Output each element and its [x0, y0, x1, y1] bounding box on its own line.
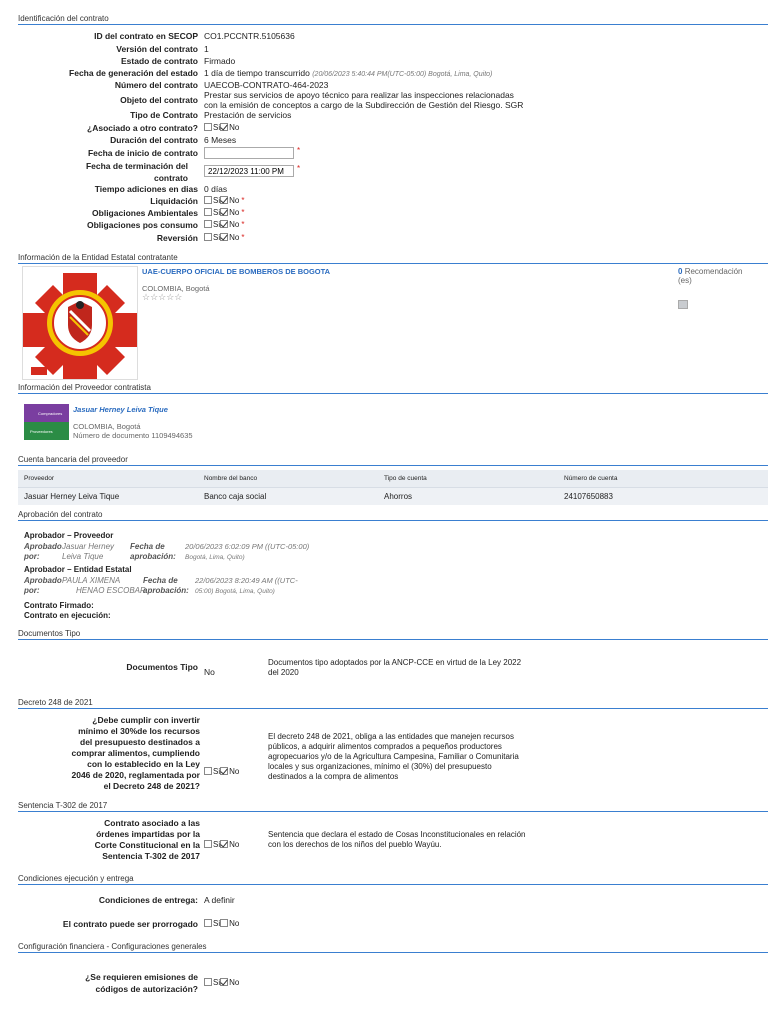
- reversion-toggle: [204, 233, 244, 242]
- prorrogado-si-checkbox[interactable]: [204, 919, 212, 927]
- id-value: CO1.PCCNTR.5105636: [204, 31, 295, 41]
- col-tipo: Tipo de cuenta: [378, 470, 558, 488]
- reversion-no-checkbox[interactable]: [220, 233, 228, 241]
- section-title: Información de la Entidad Estatal contratante: [18, 253, 768, 264]
- logo-bottom: Proveedores: [24, 422, 69, 440]
- aprobador-proveedor-title: Aprobador – Proveedor: [24, 531, 114, 540]
- emisiones-q1: ¿Se requieren emisiones de: [85, 972, 198, 982]
- liquidacion-toggle: [204, 196, 244, 205]
- sentencia-no-checkbox[interactable]: [220, 840, 228, 848]
- fecha-term-label-2: contrato: [154, 173, 188, 183]
- section-title: Aprobación del contrato: [18, 510, 768, 521]
- sentencia-q2: órdenes impartidas por la: [96, 829, 200, 839]
- recommend-icon[interactable]: [678, 300, 688, 309]
- ent-approver-name: [62, 576, 146, 596]
- aprobador-entidad-title: Aprobador – Entidad Estatal: [24, 565, 132, 574]
- emisiones-question: [20, 971, 198, 995]
- fecha-aprob-label: [143, 576, 189, 596]
- decreto-toggle: [204, 767, 239, 776]
- objeto-label: Objeto del contrato: [120, 95, 198, 105]
- entity-logo: [22, 266, 138, 380]
- emisiones-si-checkbox[interactable]: [204, 978, 212, 986]
- sentencia-note: Sentencia que declara el estado de Cosas Inconstitucionales en relación con los derechos de los niños del pueblo Wayúu.: [268, 830, 526, 849]
- si-label: Si: [213, 978, 221, 987]
- documentos-tipo-value: No: [204, 667, 215, 677]
- entity-location: COLOMBIA, Bogotá: [142, 284, 210, 293]
- id-label: ID del contrato en SECOP: [94, 31, 198, 41]
- version-label: Versión del contrato: [116, 44, 198, 54]
- si-label: Si: [213, 767, 221, 776]
- fecha-term-label: [20, 160, 188, 184]
- provider-location: COLOMBIA, Bogotá: [73, 422, 141, 431]
- no-label: No: [229, 220, 240, 229]
- si-label: Si: [213, 196, 221, 205]
- por-label: por:: [24, 586, 40, 595]
- section-title: Configuración financiera - Configuraciones generales: [18, 942, 768, 953]
- required-mark: *: [297, 146, 301, 155]
- recom-number[interactable]: 0: [678, 267, 683, 276]
- contrato-ejecucion-label: Contrato en ejecución:: [24, 611, 111, 620]
- por-label: por:: [24, 552, 40, 561]
- contrato-firmado-label: Contrato Firmado:: [24, 601, 94, 610]
- table-header-row: [18, 470, 768, 488]
- duracion-value: 6 Meses: [204, 135, 237, 145]
- fecha-de-label: Fecha de: [130, 542, 165, 551]
- liquidacion-si-checkbox[interactable]: [204, 196, 212, 204]
- aprobacion-label: aprobación:: [143, 586, 189, 595]
- reversion-label: Reversión: [156, 233, 198, 243]
- numero-value: UAECOB-CONTRATO-464-2023: [204, 80, 329, 90]
- si-label: Si: [213, 123, 221, 132]
- decreto-si-checkbox[interactable]: [204, 767, 212, 775]
- tiempo-value: 0 días: [204, 184, 228, 194]
- cell-proveedor: Jasuar Herney Leiva Tique: [18, 488, 198, 506]
- fecha-inicio-label: Fecha de inicio de contrato: [87, 148, 198, 158]
- fecha-gen-value: [204, 68, 492, 78]
- consumo-toggle: [204, 220, 244, 229]
- ambientales-toggle: [204, 208, 244, 217]
- entity-name-link[interactable]: UAE-CUERPO OFICIAL DE BOMBEROS DE BOGOTA: [142, 267, 331, 276]
- decreto-q3: del presupuesto destinados a: [80, 737, 200, 747]
- si-label: Si: [213, 208, 221, 217]
- sentencia-q1: Contrato asociado a las: [104, 818, 200, 828]
- decreto-q4: comprar alimentos, cumpliendo: [71, 748, 200, 758]
- prov-approver-name: [62, 542, 114, 562]
- section-documentos: [18, 629, 768, 640]
- ambientales-si-checkbox[interactable]: [204, 208, 212, 216]
- consumo-si-checkbox[interactable]: [204, 220, 212, 228]
- logo-top: Compradores: [24, 404, 69, 422]
- emisiones-q2: códigos de autorización?: [95, 984, 198, 994]
- section-identificacion: [18, 14, 768, 25]
- sentencia-q3: Corte Constitucional en la: [94, 840, 200, 850]
- required-mark: *: [297, 164, 301, 173]
- section-aprobacion: [18, 510, 768, 521]
- provider-document: Número de documento 1109494635: [73, 431, 193, 440]
- aprobacion-label: aprobación:: [130, 552, 176, 561]
- tipo-value: Prestación de servicios: [204, 110, 292, 120]
- section-financiera: [18, 942, 768, 953]
- liquidacion-label: Liquidación: [150, 196, 198, 206]
- asociado-label: ¿Asociado a otro contrato?: [87, 123, 198, 133]
- prorrogado-toggle: [204, 919, 239, 928]
- recom-label-2: (es): [678, 276, 692, 285]
- asociado-no-checkbox[interactable]: [220, 123, 228, 131]
- section-entidad: [18, 253, 768, 264]
- fecha-inicio-input[interactable]: [204, 147, 294, 159]
- si-label: Si: [213, 233, 221, 242]
- recom-label: Recomendación: [684, 267, 743, 276]
- prov-date-2: Bogotá, Lima, Quito): [185, 554, 245, 561]
- provider-logo: [24, 404, 69, 440]
- fecha-gen-text: 1 día de tiempo transcurrido: [204, 68, 310, 78]
- provider-name-link[interactable]: Jasuar Herney Leiva Tique: [73, 405, 168, 414]
- estado-value: Firmado: [204, 56, 236, 66]
- aprobado-label: Aprobado: [24, 576, 62, 585]
- tiempo-label: Tiempo adiciones en dias: [94, 184, 198, 194]
- required-mark: *: [241, 208, 245, 217]
- ent-date-2: 05:00) Bogotá, Lima, Quito): [195, 588, 275, 595]
- recommendation-count: [678, 267, 743, 285]
- tipo-label: Tipo de Contrato: [130, 110, 198, 120]
- fecha-gen-label: Fecha de generación del estado: [69, 68, 198, 78]
- objeto-value: Prestar sus servicios de apoyo técnico para realizar las inspecciones relacionadas con la emisión de conceptos a cargo de la Subdirección de Gestión del Riesgo. SGR: [204, 90, 524, 110]
- fecha-term-label-1: Fecha de terminación del: [85, 161, 188, 171]
- prorrogado-no-checkbox[interactable]: [220, 919, 228, 927]
- no-label: No: [229, 919, 240, 928]
- section-cuenta: [18, 455, 768, 466]
- no-label: No: [229, 123, 240, 132]
- ent-name-1: PAULA XIMENA: [62, 576, 121, 585]
- ent-name-2: HENAO ESCOBAR: [76, 586, 146, 595]
- prov-date-1: 20/06/2023 6:02:09 PM ((UTC-05:00): [185, 542, 310, 551]
- documentos-tipo-note: Documentos tipo adoptados por la ANCP-CCE en virtud de la Ley 2022 del 2020: [268, 658, 522, 677]
- decreto-q1: ¿Debe cumplir con invertir: [92, 715, 200, 725]
- sentencia-question: [70, 818, 200, 862]
- duracion-label: Duración del contrato: [110, 135, 198, 145]
- no-label: No: [229, 196, 240, 205]
- decreto-q7: el Decreto 248 de 2021?: [103, 781, 200, 791]
- liquidacion-no-checkbox[interactable]: [220, 196, 228, 204]
- si-label: Si: [213, 220, 221, 229]
- version-value: 1: [204, 44, 209, 54]
- section-proveedor: [18, 383, 768, 394]
- section-title: Decreto 248 de 2021: [18, 698, 768, 709]
- section-title: Información del Proveedor contratista: [18, 383, 768, 394]
- prov-approval-date: [185, 542, 309, 563]
- prov-name-2: Leiva Tique: [62, 552, 104, 561]
- asociado-si-checkbox[interactable]: [204, 123, 212, 131]
- col-numero: Número de cuenta: [558, 470, 768, 488]
- consumo-no-checkbox[interactable]: [220, 220, 228, 228]
- asociado-toggle: [204, 123, 239, 132]
- fecha-de-label: Fecha de: [143, 576, 178, 585]
- aprobado-por-label: [24, 542, 62, 562]
- no-label: No: [229, 840, 240, 849]
- section-title: Cuenta bancaria del proveedor: [18, 455, 768, 466]
- section-condiciones: [18, 874, 768, 885]
- bank-account-table: [18, 470, 768, 505]
- reversion-si-checkbox[interactable]: [204, 233, 212, 241]
- no-label: No: [229, 978, 240, 987]
- fecha-term-input[interactable]: [204, 165, 294, 177]
- cell-tipo: Ahorros: [378, 488, 558, 506]
- section-title: Sentencia T-302 de 2017: [18, 801, 768, 812]
- ambientales-no-checkbox[interactable]: [220, 208, 228, 216]
- emisiones-toggle: [204, 978, 239, 987]
- required-mark: *: [241, 220, 245, 229]
- numero-label: Número del contrato: [114, 80, 198, 90]
- ent-date-1: 22/06/2023 8:20:49 AM ((UTC-: [195, 576, 298, 585]
- required-mark: *: [241, 233, 245, 242]
- emisiones-no-checkbox[interactable]: [220, 978, 228, 986]
- table-row: [18, 488, 768, 506]
- required-mark: *: [241, 196, 245, 205]
- col-banco: Nombre del banco: [198, 470, 378, 488]
- no-label: No: [229, 233, 240, 242]
- fecha-gen-detail: (20/06/2023 5:40:44 PM(UTC-05:00) Bogotá, Lima, Quito): [312, 71, 493, 78]
- section-decreto: [18, 698, 768, 709]
- cell-numero: 24107650883: [558, 488, 768, 506]
- section-title: Condiciones ejecución y entrega: [18, 874, 768, 885]
- section-sentencia: [18, 801, 768, 812]
- section-title: Identificación del contrato: [18, 14, 768, 25]
- documentos-tipo-label: Documentos Tipo: [126, 662, 198, 672]
- entrega-value: A definir: [204, 895, 235, 905]
- decreto-no-checkbox[interactable]: [220, 767, 228, 775]
- aprobado-por-label: [24, 576, 62, 596]
- decreto-q5: con lo establecido en la Ley: [87, 759, 200, 769]
- si-label: Si: [213, 840, 221, 849]
- entrega-label: Condiciones de entrega:: [98, 895, 198, 905]
- estado-label: Estado de contrato: [121, 56, 198, 66]
- cell-banco: Banco caja social: [198, 488, 378, 506]
- aprobado-label: Aprobado: [24, 542, 62, 551]
- no-label: No: [229, 767, 240, 776]
- decreto-note: El decreto 248 de 2021, obliga a las entidades que manejen recursos públicos, a adquirir alimentos comprados a pequeños productores agropecuarios y/o de la Agricultura Campesina, Familiar o Comunitaria locales y sus organizaciones, mínimo el (30%) del presupuesto destinados a la compra de alimentos: [268, 732, 519, 781]
- sentencia-si-checkbox[interactable]: [204, 840, 212, 848]
- ambientales-label: Obligaciones Ambientales: [92, 208, 198, 218]
- section-title: Documentos Tipo: [18, 629, 768, 640]
- firefighters-logo-icon: [23, 267, 137, 379]
- sentencia-q4: Sentencia T-302 de 2017: [102, 851, 200, 861]
- si-label: Si: [213, 919, 221, 928]
- prorrogado-label: El contrato puede ser prorrogado: [62, 919, 198, 929]
- decreto-q6: 2046 de 2020, reglamentada por: [71, 770, 200, 780]
- col-proveedor: Proveedor: [18, 470, 198, 488]
- prov-name-1: Jasuar Herney: [62, 542, 115, 551]
- consumo-label: Obligaciones pos consumo: [87, 220, 198, 230]
- fecha-aprob-label: [130, 542, 176, 562]
- decreto-q2: mínimo el 30%de los recursos: [78, 726, 200, 736]
- entity-rating-stars: ☆☆☆☆☆: [142, 292, 183, 302]
- sentencia-toggle: [204, 840, 239, 849]
- ent-approval-date: [195, 576, 298, 597]
- decreto-question: [70, 715, 200, 792]
- no-label: No: [229, 208, 240, 217]
